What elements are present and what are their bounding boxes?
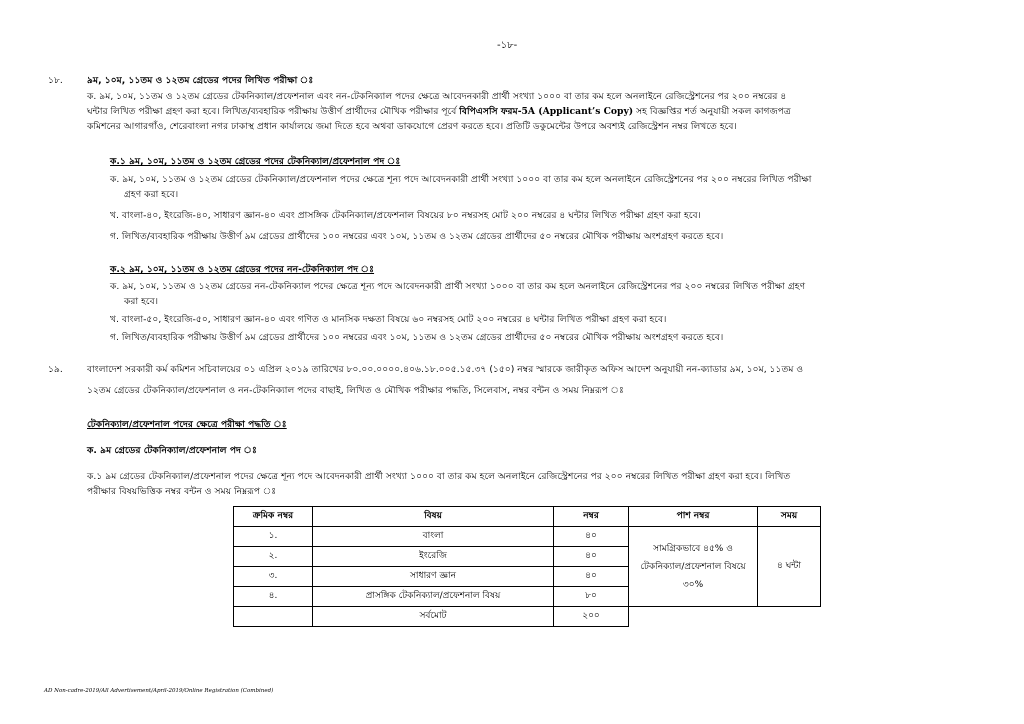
marks-cell: ৪০: [554, 527, 629, 547]
intro-line: ঘন্টার লিখিত পরীক্ষা গ্রহণ করা হবে। লিখিত/ব্যবহারিক পরীক্ষায় উত্তীর্ণ প্রার্থীদের মৌখিক পরীক্ষার পূর্বে বিপিএসসি ফরম-5A (Applicant’s Copy) সহ বিজ্ঞপ্তির শর্ত অনুযায়ী সকল কাগজপত্র: [87, 106, 791, 117]
k2-heading: ক.২ ৯ম, ১০ম, ১১তম ও ১২তম গ্রেডের পদের নন-টেকনিক্যাল পদ ঃ: [110, 264, 375, 275]
serial-cell: ২.: [234, 547, 313, 567]
subject-cell: সাধারণ জ্ঞান: [313, 567, 554, 587]
marks-cell: ৮০: [554, 587, 629, 607]
k1-line: গ্রহণ করা হবে।: [124, 189, 179, 200]
total-marks-cell: ২০০: [554, 607, 629, 627]
pass-marks-cell: সামগ্রিকভাবে ৪৫% ও টেকনিক্যাল/প্রফেশনাল বিষয়ে ৩০%: [629, 527, 758, 607]
k2-line: করা হবে।: [124, 296, 158, 307]
k2-line: গ. লিখিত/ব্যবহারিক পরীক্ষায় উত্তীর্ণ ৯ম গ্রেডের প্রার্থীদের ১০০ নম্বরের এবং ১০ম, ১১তম ও ১২তম গ্রেডের প্রার্থীদের ৫০ নম্বরের মৌখিক পরীক্ষায় অংশগ্রহণ করতে হবে।: [110, 332, 724, 343]
subject-cell: বাংলা: [313, 527, 554, 547]
page-number: -১৮-: [497, 40, 518, 51]
section-18-number: ১৮.: [48, 75, 63, 86]
section-19-intro: [87, 362, 987, 398]
subject-cell: প্রাসঙ্গিক টেকনিক্যাল/প্রফেশনাল বিষয়: [313, 587, 554, 607]
empty-cell: [758, 607, 821, 627]
form-5a-reference: বিপিএসসি ফরম-5A (Applicant’s Copy): [459, 106, 634, 117]
k1-line: খ. বাংলা-৪০, ইংরেজি-৪০, সাধারণ জ্ঞান-৪০ এবং প্রাসঙ্গিক টেকনিক্যাল/প্রফেশনাল বিষয়ের ৮০ নম্বরসহ মোট ২০০ নম্বরের ৪ ঘন্টার লিখিত পরীক্ষা গ্রহণ করা হবে।: [110, 210, 701, 221]
section-18-intro: [87, 89, 987, 134]
serial-cell: ১.: [234, 527, 313, 547]
grade-9-heading: ক. ৯ম গ্রেডের টেকনিক্যাল/প্রফেশনাল পদ ঃ: [87, 445, 257, 456]
total-label-cell: সর্বমোট: [313, 607, 554, 627]
k1-list: [110, 172, 990, 244]
grade-9-line: ক.১ ৯ম গ্রেডের টেকনিক্যাল/প্রফেশনাল পদের ক্ষেত্রে শূন্য পদে আবেদনকারী প্রার্থী সংখ্যা ১০০০ বা তার কম হলে অনলাইনে রেজিস্ট্রেশনের পর ২০০ নম্বরের লিখিত পরীক্ষা গ্রহণ করা হবে। লিখিত: [87, 471, 791, 482]
marks-cell: ৪০: [554, 567, 629, 587]
k2-line: ক. ৯ম, ১০ম, ১১তম ও ১২তম গ্রেডের নন-টেকনিক্যাল পদের ক্ষেত্রে শূন্য পদে আবেদনকারী প্রার্থী সংখ্যা ১০০০ বা তার কম হলে অনলাইনে রেজিস্ট্রেশনের পর ২০০ নম্বরের লিখিত পরীক্ষা গ্রহণ: [110, 281, 806, 292]
k2-list: [110, 279, 990, 345]
subject-cell: ইংরেজি: [313, 547, 554, 567]
empty-cell: [629, 607, 758, 627]
k1-heading: ক.১ ৯ম, ১০ম, ১১তম ও ১২তম গ্রেডের পদের টেকনিক্যাল/প্রফেশনাল পদ ঃ: [110, 156, 401, 167]
column-header: সময়: [758, 507, 821, 527]
section-19-number: ১৯.: [48, 364, 63, 375]
marks-cell: ৪০: [554, 547, 629, 567]
table-header-row: [234, 507, 821, 527]
section-19-line: বাংলাদেশ সরকারী কর্ম কমিশন সচিবালয়ের ০১ এপ্রিল ২০১৯ তারিখের ৮০.০০.০০০০.৪০৬.১৮.০০৫.১৫.৩৭ (১৫০) নম্বর স্মারকে জারীকৃত অফিস আদেশ অনুযায়ী নন-ক্যাডার ৯ম, ১০ম, ১১তম ও: [87, 364, 804, 375]
grade-9-paragraph: [87, 469, 987, 499]
section-18-heading: ৯ম, ১০ম, ১১তম ও ১২তম গ্রেডের পদের লিখিত পরীক্ষা ঃ: [87, 75, 314, 86]
footer-file-path: AD Non-cadre-2019/All Advertisement/April-2019/Online Registration (Combined): [44, 688, 274, 694]
k1-line: ক. ৯ম, ১০ম, ১১তম ও ১২তম গ্রেডের টেকনিক্যাল/প্রফেশনাল পদের ক্ষেত্রে শূন্য পদে আবেদনকারী প্রার্থী সংখ্যা ১০০০ বা তার কম হলে অনলাইনে রেজিস্ট্রেশনের পর ২০০ নম্বরের লিখিত পরীক্ষা: [110, 174, 812, 185]
serial-cell: ৪.: [234, 587, 313, 607]
column-header: ক্রমিক নম্বর: [234, 507, 313, 527]
section-19-line: ১২তম গ্রেডের টেকনিক্যাল/প্রফেশনাল ও নন-টেকনিক্যাল পদের বাছাই, লিখিত ও মৌখিক পরীক্ষার পদ্ধতি, সিলেবাস, নম্বর বন্টন ও সময় নিম্নরূপ ঃ: [87, 385, 624, 396]
table-row: [234, 527, 821, 547]
k1-line: গ. লিখিত/ব্যবহারিক পরীক্ষায় উত্তীর্ণ ৯ম গ্রেডের প্রার্থীদের ১০০ নম্বরের এবং ১০ম, ১১তম ও ১২তম গ্রেডের প্রার্থীদের ৫০ নম্বরের মৌখিক পরীক্ষায় অংশগ্রহণ করতে হবে।: [110, 231, 724, 242]
grade-9-line: পরীক্ষার বিষয়ভিত্তিক নম্বর বন্টন ও সময় নিম্নরূপ ঃ: [87, 486, 277, 497]
time-cell: ৪ ঘন্টা: [758, 527, 821, 607]
column-header: পাশ নম্বর: [629, 507, 758, 527]
marks-distribution-table: [233, 506, 821, 627]
intro-line: কমিশনের আগারগাঁও, শেরেবাংলা নগর ঢাকাস্থ প্রধান কার্যালয়ে জমা দিতে হবে অথবা ডাকযোগে প্রেরণ করতে হবে। প্রতিটি ডকুমেন্টের উপরে অবশ্যই রেজিস্ট্রেশন নম্বর লিখতে হবে।: [87, 121, 737, 132]
column-header: বিষয়: [313, 507, 554, 527]
serial-cell: [234, 607, 313, 627]
k2-line: খ. বাংলা-৫০, ইংরেজি-৫০, সাধারণ জ্ঞান-৪০ এবং গণিত ও মানসিক দক্ষতা বিষয়ে ৬০ নম্বরসহ মোট ২০০ নম্বরের ৪ ঘন্টার লিখিত পরীক্ষা গ্রহণ করা হবে।: [110, 314, 667, 325]
column-header: নম্বর: [554, 507, 629, 527]
table-total-row: [234, 607, 821, 627]
serial-cell: ৩.: [234, 567, 313, 587]
intro-line: ক. ৯ম, ১০ম, ১১তম ও ১২তম গ্রেডের টেকনিক্যাল/প্রফেশনাল এবং নন-টেকনিক্যাল পদের ক্ষেত্রে আবেদনকারী প্রার্থী সংখ্যা ১০০০ বা তার কম হলে অনলাইনে রেজিস্ট্রেশনের পর ২০০ নম্বরের ৪: [87, 91, 787, 102]
exam-method-subheading: টেকনিক্যাল/প্রফেশনাল পদের ক্ষেত্রে পরীক্ষা পদ্ধতি ঃ: [87, 419, 287, 430]
